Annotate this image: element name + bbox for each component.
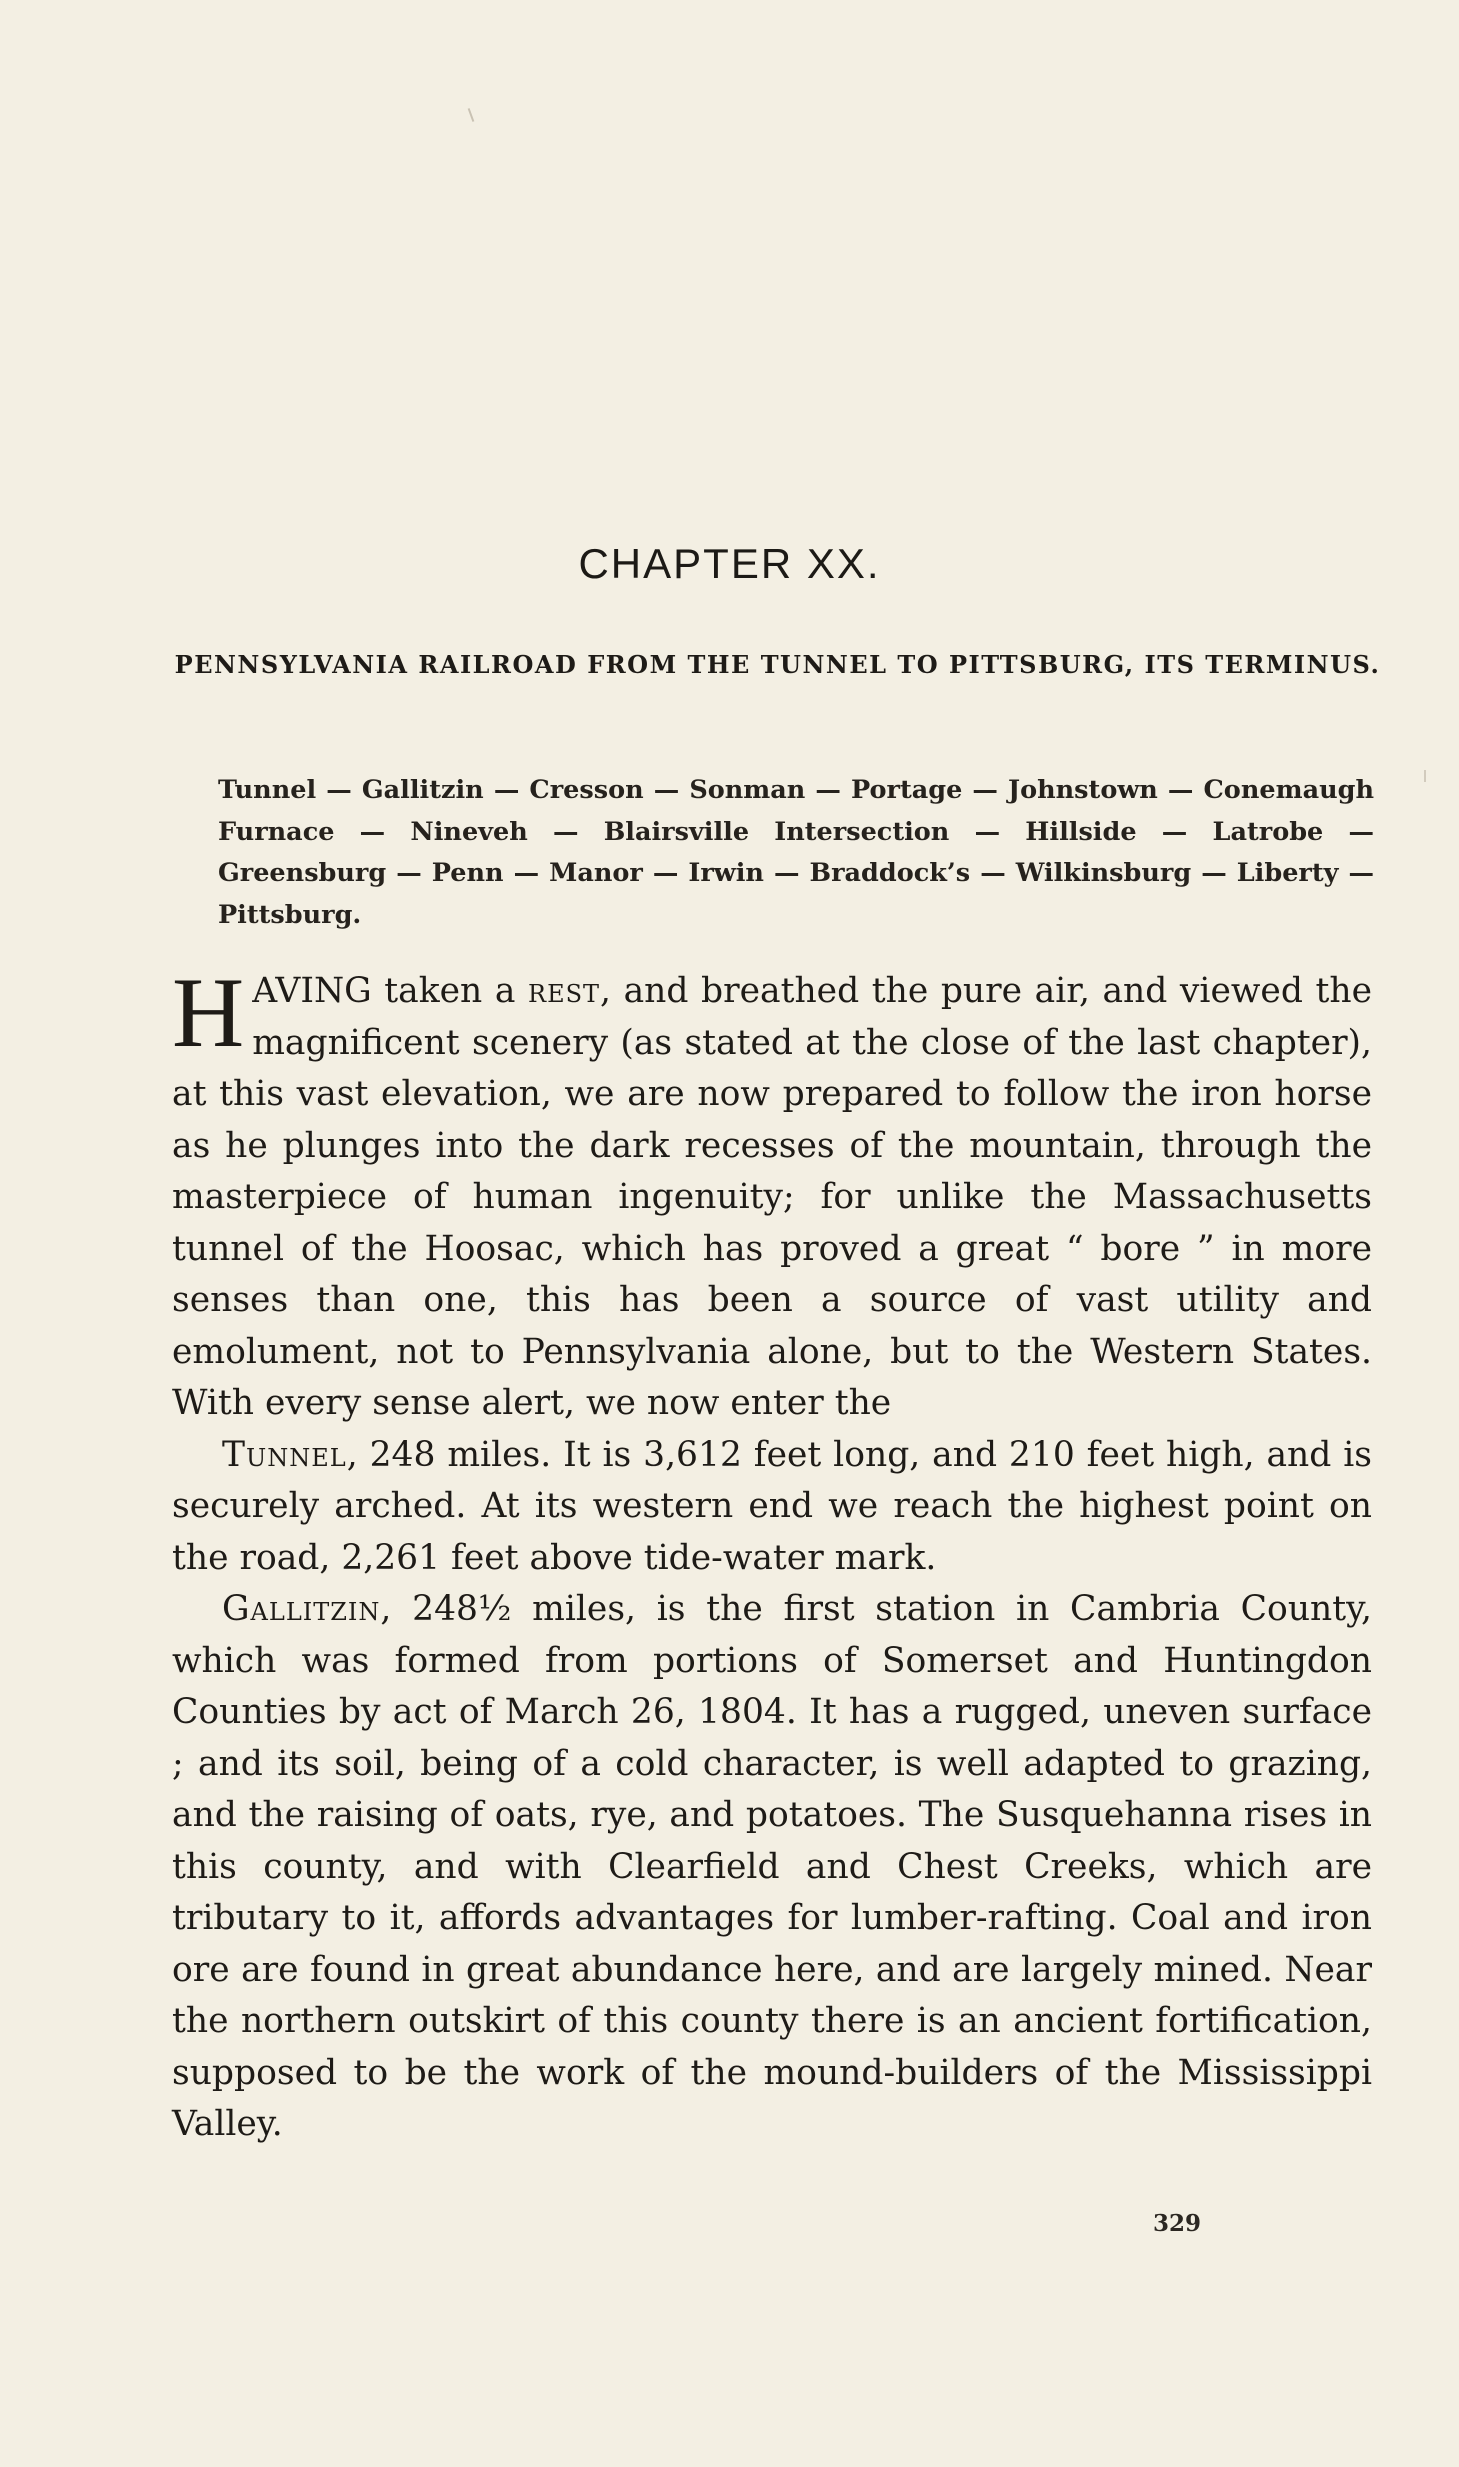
chapter-subtitle: PENNSYLVANIA RAILROAD FROM THE TUNNEL TO PITTSBURG, ITS TERMINUS.	[174, 650, 1381, 679]
body-text	[172, 957, 1372, 2151]
paragraph-1: HAVING taken a rest, and breathed the pure air, and viewed the magnificent scenery (as stated at the close of the last chapter), at this vast elevation, we are now prepared to follow the iron horse as he plunges into the dark recesses of the mountain, through the masterpiece of human ingenuity; for unlike the Massachusetts tunnel of the Hoosac, which has proved a great “ bore ” in more senses than one, this has been a source of vast utility and emolument, not to Pennsylvania alone, but to the Western States. With every sense alert, we now enter the	[172, 957, 1372, 1423]
page-speck	[468, 108, 475, 122]
paragraph-2: Tunnel, 248 miles. It is 3,612 feet long, and 210 feet high, and is securely arched. At its western end we reach the highest point on the road, 2,261 feet above tide-water mark.	[172, 1434, 1372, 1578]
page-number: 329	[1153, 2210, 1202, 2237]
paragraph-3: Gallitzin, 248½ miles, is the first station in Cambria County, which was formed from portions of Somerset and Huntingdon Counties by act of March 26, 1804. It has a rugged, uneven surface ; and its soil, being of a cold character, is well adapted to grazing, and the raising of oats, rye, and potatoes. The Susquehanna rises in this county, and with Clearfield and Chest Creeks, which are tributary to it, affords advantages for lumber-rafting. Coal and iron ore are found in great abundance here, and are largely mined. Near the northern outskirt of this county there is an ancient fortification, supposed to be the work of the mound-builders of the Mississippi Valley.	[172, 1589, 1372, 2144]
chapter-title: CHAPTER XX.	[578, 540, 881, 587]
first-word: AVING	[252, 971, 372, 1011]
station-name: Gallitzin	[222, 1589, 381, 1629]
drop-cap: H	[172, 957, 245, 1068]
page-speck	[1424, 770, 1426, 782]
station-name: Tunnel	[222, 1434, 347, 1475]
chapter-summary: Tunnel — Gallitzin — Cresson — Sonman — Portage — Johnstown — Conemaugh Furnace — Nineveh — Blairsville Intersection — Hillside — Latrobe — Greensburg — Penn — Manor — Irwin — Braddock’s — Wilkinsburg — Liberty — Pittsburg.	[218, 775, 1374, 930]
small-caps-word: rest	[528, 971, 601, 1011]
